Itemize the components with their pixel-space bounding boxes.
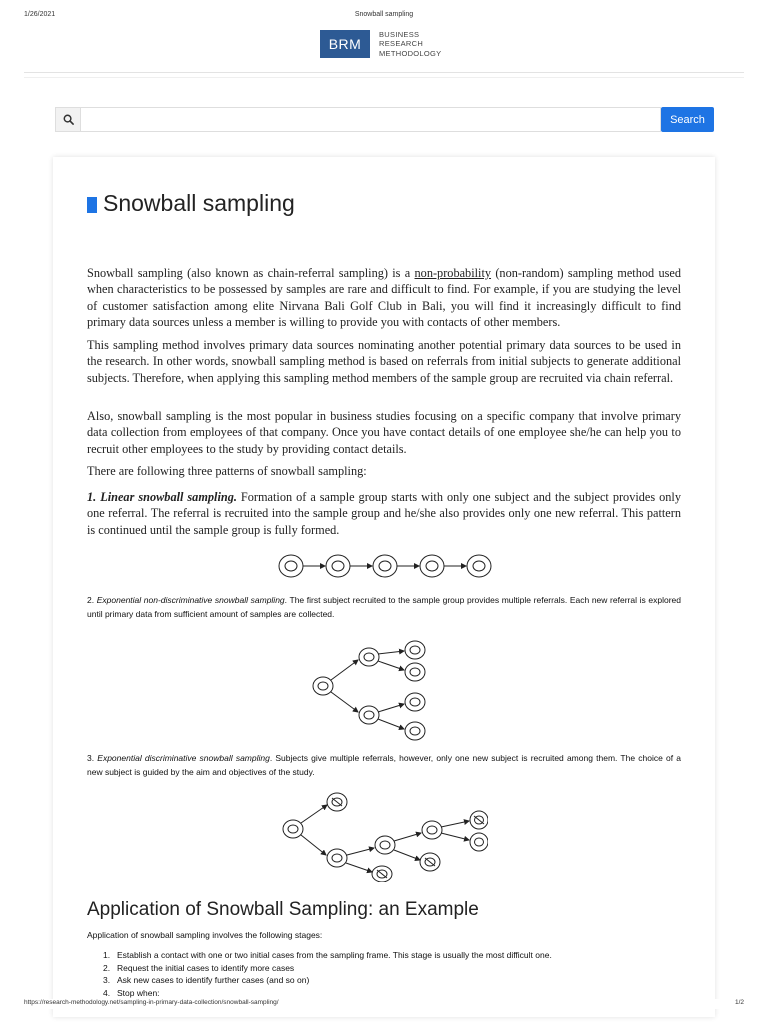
print-url: https://research-methodology.net/sampling-in-primary-data-collection/snowball-sampling/ <box>24 999 279 1006</box>
non-probability-link[interactable]: non-probability <box>414 266 492 280</box>
article-card <box>53 157 715 1017</box>
exp-nondisc-number: 2. <box>87 595 97 605</box>
header-divider <box>24 72 744 73</box>
page-title-text: Snowball sampling <box>103 190 295 216</box>
brand-logo-box: BRM <box>320 30 370 58</box>
brand-line-1: BUSINESS <box>379 29 420 39</box>
paragraph-stages-intro: Application of snowball sampling involves the following stages: <box>87 930 323 940</box>
print-page-number: 1/2 <box>734 999 744 1006</box>
search-button[interactable]: Search <box>661 107 714 132</box>
list-item-number: 4. <box>103 987 111 998</box>
exp-nondisc-heading: Exponential non-discriminative snowball sampling <box>96 595 285 605</box>
list-item-text: Stop when: <box>117 987 160 998</box>
search-input[interactable] <box>81 107 661 132</box>
header-divider-2 <box>24 77 744 78</box>
print-footer <box>24 999 744 1009</box>
list-item <box>103 962 552 975</box>
paragraph-intro-end: (non-random) sampling method used when characteristics to be possessed by samples are rare and difficult to find. For example, if you are studying the level of customer satisfaction among elite Nirvana Bali Golf Club in Bali, you will find it increasingly difficult to find primary data sources unless a member is willing to provide you with contacts of other members. <box>87 266 681 329</box>
paragraph-exponential-nondiscriminative <box>87 594 681 621</box>
list-item <box>103 949 552 962</box>
paragraph-intro <box>87 265 681 330</box>
brand-line-3: METHODOLOGY <box>379 48 442 58</box>
exp-disc-text: . Subjects give multiple referrals, however, only one new subject is recruited among them. The choice of a new subject is guided by the aim and objectives of the study. <box>87 753 682 777</box>
paragraph-method: This sampling method involves primary data sources nominating another potential primary data sources to be used in the research. In other words, snowball sampling method is based on referrals from initial subjects to generate additional subjects. Therefore, when applying this sampling method members of the sample group are recruited via chain referral. <box>87 338 681 385</box>
linear-snowball-diagram <box>277 552 499 580</box>
list-item-number: 3. <box>103 975 111 985</box>
print-date: 1/26/2021 <box>24 11 56 18</box>
search-icon[interactable] <box>55 107 81 132</box>
list-item <box>103 974 552 987</box>
paragraph-business: Also, snowball sampling is the most popular in business studies focusing on a specific company that involve primary data collection from employees of that company. Once you have contact details of one employee she/he can help you to recruit other employees to the study by providing contact details. <box>87 409 681 456</box>
paragraph-linear <box>87 489 681 538</box>
list-item <box>103 987 552 1000</box>
linear-heading: 1. Linear snowball sampling. <box>87 490 237 504</box>
exp-nondisc-text: . The first subject recruited to the sample group provides multiple referrals. Each new referral is explored until primary data from sufficient amount of samples are collected. <box>87 595 681 619</box>
exp-disc-number: 3. <box>87 753 98 763</box>
exponential-nondiscriminative-diagram <box>312 640 432 744</box>
brand-logo[interactable] <box>320 29 441 59</box>
search-bar <box>55 107 714 132</box>
list-item-number: 1. <box>103 950 111 960</box>
paragraph-patterns-intro: There are following three patterns of snowball sampling: <box>87 464 367 478</box>
paragraph-exponential-discriminative <box>87 752 681 779</box>
stages-list <box>103 949 552 999</box>
list-item-text: Ask new cases to identify further cases (and so on) <box>117 975 310 985</box>
paragraph-intro-start: Snowball sampling (also known as chain-referral sampling) is a <box>87 266 415 280</box>
list-item-text: Establish a contact with one or two initial cases from the sampling frame. This stage is usually the most difficult one. <box>117 950 552 960</box>
linear-text: Formation of a sample group starts with only one subject and the subject provides only one referral. The referral is recruited into the sample group and he/she also provides only one new referral. This pattern is continued until the sample group is fully formed. <box>87 490 681 537</box>
print-title: Snowball sampling <box>354 11 414 18</box>
brand-line-2: RESEARCH <box>379 39 424 49</box>
brand-name <box>379 30 441 59</box>
section-title: Application of Snowball Sampling: an Example <box>87 899 479 920</box>
exponential-discriminative-diagram <box>282 790 488 882</box>
list-item-number: 2. <box>103 962 111 973</box>
exp-disc-heading: Exponential discriminative snowball sampling <box>97 753 270 763</box>
page-title <box>87 190 295 217</box>
print-header <box>24 11 744 21</box>
list-item-text: Request the initial cases to identify more cases <box>117 962 295 973</box>
title-marker <box>87 197 97 213</box>
